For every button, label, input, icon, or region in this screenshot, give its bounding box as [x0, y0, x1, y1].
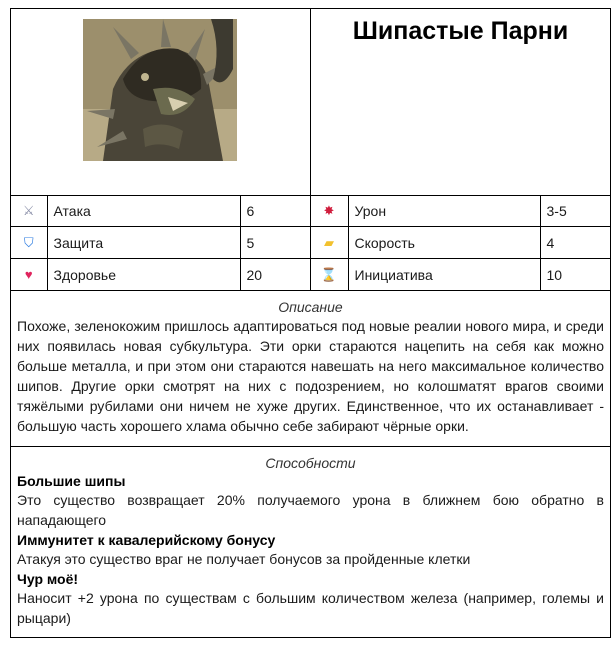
stat-value-defense: 5	[240, 227, 310, 259]
abilities-heading: Способности	[265, 455, 356, 471]
explosion-icon: ✸	[310, 195, 348, 227]
ability-name: Иммунитет к кавалерийскому бонусу	[17, 532, 276, 548]
ability-text: Наносит +2 урона по существам с большим количеством железа (например, големы и рыцари)	[17, 590, 604, 626]
stat-label-defense: Защита	[47, 227, 240, 259]
stat-value-attack: 6	[240, 195, 310, 227]
stats-row	[11, 259, 610, 291]
crossed-swords-icon: ⚔	[11, 195, 47, 227]
ability-name: Большие шипы	[17, 473, 126, 489]
description-heading: Описание	[278, 299, 343, 315]
unit-portrait	[83, 19, 237, 161]
shield-icon: ⛉	[11, 227, 47, 259]
ability-text: Это существо возвращает 20% получаемого урона в ближнем бою обратно в нападающего	[17, 492, 604, 528]
stat-value-initiative: 10	[540, 259, 610, 291]
shoe-icon: ▰	[310, 227, 348, 259]
stats-row	[11, 195, 610, 227]
hourglass-icon: ⌛	[310, 259, 348, 291]
stat-value-speed: 4	[540, 227, 610, 259]
orc-portrait-image	[83, 19, 237, 161]
stats-table	[11, 195, 610, 291]
stat-label-initiative: Инициатива	[348, 259, 540, 291]
portrait-cell	[11, 9, 311, 195]
unit-card	[10, 8, 611, 638]
card-header	[11, 9, 610, 196]
stat-label-attack: Атака	[47, 195, 240, 227]
description-section	[11, 299, 610, 447]
description-text: Похоже, зеленокожим пришлось адаптироваться под новые реалии нового мира, и среди них появилась новая субкультура. Эти орки стараются нацепить на себя как можно больше металла, и при этом они стараются навешать на него максимальное количество шипов. Другие орки смотрят на них с подозрением, но колошматят врагов своими тяжёлыми рубилами они ничем не хуже других. Единственное, что их останавливает - большую часть хорошего хлама обычно себе забирают чёрные орки.	[17, 318, 604, 434]
stat-label-damage: Урон	[348, 195, 540, 227]
stat-label-speed: Скорость	[348, 227, 540, 259]
heart-icon: ♥	[11, 259, 47, 291]
stat-value-damage: 3-5	[540, 195, 610, 227]
ability-text: Атакуя это существо враг не получает бонусов за пройденные клетки	[17, 551, 471, 567]
stat-label-health: Здоровье	[47, 259, 240, 291]
stat-value-health: 20	[240, 259, 310, 291]
stats-row	[11, 227, 610, 259]
abilities-section	[11, 455, 610, 628]
ability-name: Чур моё!	[17, 571, 79, 587]
unit-title: Шипастые Парни	[352, 17, 569, 45]
